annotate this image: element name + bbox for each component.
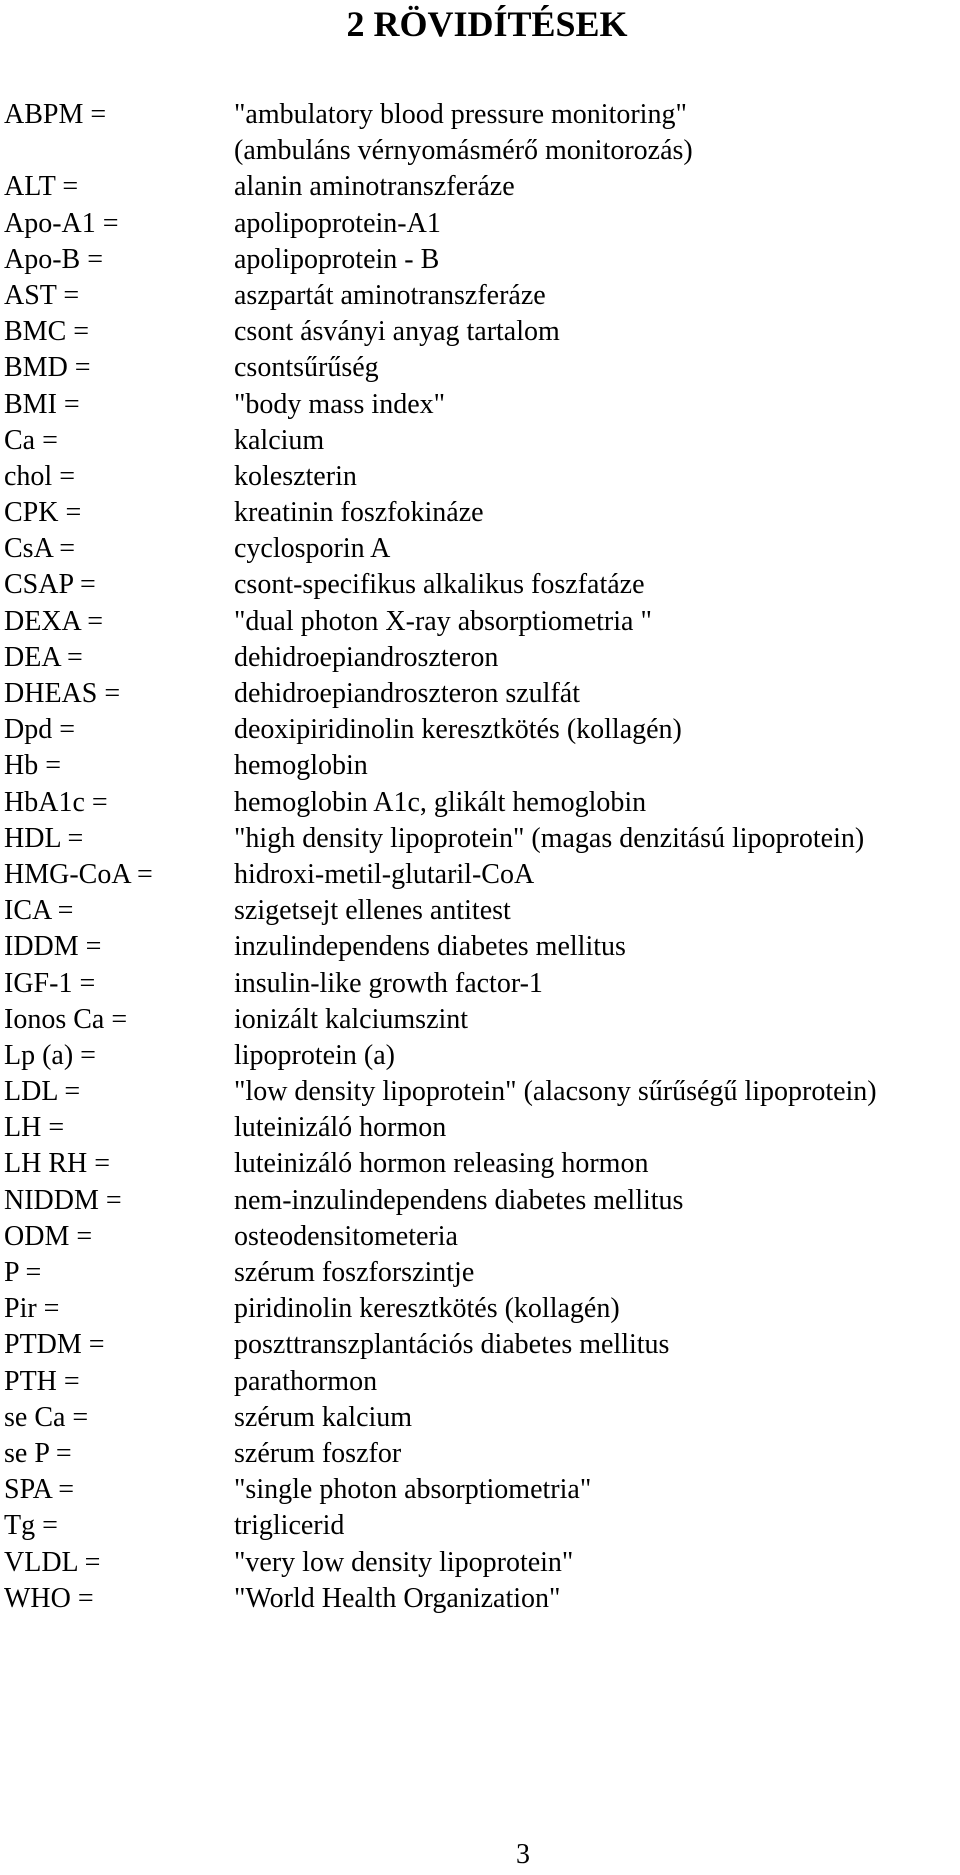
abbreviation-definition: "body mass index" [234, 388, 446, 420]
abbreviation-row [4, 1074, 960, 1110]
abbreviation-definition: "high density lipoprotein" (magas denzitású lipoprotein) [234, 822, 865, 854]
abbreviation-row [4, 1110, 960, 1146]
abbreviation-term: ODM = [4, 1220, 93, 1252]
abbreviation-term: VLDL = [4, 1546, 101, 1578]
abbreviation-term: ABPM = [4, 99, 107, 130]
abbreviation-row [4, 350, 960, 386]
abbreviation-row [4, 893, 960, 929]
abbreviation-term: WHO = [4, 1582, 94, 1614]
abbreviation-row [4, 676, 960, 712]
abbreviation-row [4, 1364, 960, 1400]
abbreviation-row [4, 97, 960, 133]
abbreviation-term: ALT = [4, 171, 79, 203]
abbreviation-row [4, 604, 960, 640]
abbreviation-row [4, 1581, 960, 1617]
abbreviation-term: BMC = [4, 316, 90, 348]
abbreviation-definition: apolipoprotein-A1 [234, 207, 441, 239]
abbreviation-term: Pir = [4, 1293, 60, 1325]
abbreviation-term: Hb = [4, 750, 62, 782]
abbreviation-term: LH = [4, 1112, 65, 1144]
abbreviation-term: DEXA = [4, 605, 104, 637]
abbreviation-definition: szérum foszfor [234, 1437, 402, 1469]
abbreviation-row [4, 1508, 960, 1544]
abbreviation-row [4, 1545, 960, 1581]
abbreviation-definition: cyclosporin A [234, 533, 391, 565]
abbreviation-definition: hemoglobin [234, 750, 368, 782]
abbreviation-definition: aszpartát aminotranszferáze [234, 279, 546, 311]
abbreviation-definition: "dual photon X-ray absorptiometria " [234, 605, 652, 637]
abbreviation-row [4, 459, 960, 495]
abbreviation-definition: triglicerid [234, 1510, 345, 1542]
abbreviation-row [4, 206, 960, 242]
abbreviation-definition: parathormon [234, 1365, 378, 1397]
abbreviation-definition: csont-specifikus alkalikus foszfatáze [234, 569, 645, 601]
abbreviation-term: IDDM = [4, 931, 102, 963]
abbreviation-row [4, 314, 960, 350]
abbreviation-term: BMI = [4, 388, 80, 420]
abbreviation-row [4, 1183, 960, 1219]
abbreviation-term: CPK = [4, 497, 82, 529]
abbreviation-definition: deoxipiridinolin keresztkötés (kollagén) [234, 714, 682, 746]
abbreviation-definition: "single photon absorptiometria" [234, 1474, 592, 1506]
abbreviation-definition: lipoprotein (a) [234, 1039, 395, 1071]
abbreviation-row [4, 785, 960, 821]
abbreviation-term: IGF-1 = [4, 967, 96, 999]
page-title: 2 RÖVIDÍTÉSEK [346, 4, 628, 44]
abbreviation-row [4, 857, 960, 893]
abbreviation-row [4, 387, 960, 423]
abbreviation-definition: szigetsejt ellenes antitest [234, 895, 511, 927]
abbreviation-term: BMD = [4, 352, 91, 384]
abbreviation-term: Lp (a) = [4, 1039, 96, 1071]
abbreviation-term: chol = [4, 460, 75, 492]
abbreviation-row [4, 1327, 960, 1363]
abbreviation-row [4, 1255, 960, 1291]
abbreviation-definition: hidroxi-metil-glutaril-CoA [234, 858, 535, 890]
abbreviation-term: DHEAS = [4, 678, 121, 709]
abbreviation-row [4, 1291, 960, 1327]
abbreviation-row [4, 1219, 960, 1255]
abbreviation-definition: szérum kalcium [234, 1401, 413, 1433]
abbreviation-definition: kalcium [234, 424, 325, 456]
abbreviation-definition: csontsűrűség [234, 352, 379, 384]
abbreviation-term: AST = [4, 279, 80, 311]
abbreviation-term: HMG-CoA = [4, 858, 153, 890]
abbreviation-definition: hemoglobin A1c, glikált hemoglobin [234, 786, 647, 818]
abbreviation-term: NIDDM = [4, 1184, 122, 1216]
abbreviation-row [4, 712, 960, 748]
abbreviation-term: LDL = [4, 1076, 81, 1108]
abbreviation-definition: luteinizáló hormon releasing hormon [234, 1148, 649, 1180]
abbreviation-term: se P = [4, 1437, 72, 1469]
abbreviation-term: se Ca = [4, 1401, 89, 1433]
abbreviation-definition: "World Health Organization" [234, 1582, 561, 1614]
abbreviation-definition: luteinizáló hormon [234, 1112, 447, 1144]
abbreviation-row [4, 640, 960, 676]
abbreviation-term: SPA = [4, 1474, 75, 1506]
abbreviation-list [4, 97, 960, 1617]
abbreviation-definition: "ambulatory blood pressure monitoring" [234, 99, 687, 130]
abbreviation-term: HbA1c = [4, 786, 108, 818]
abbreviation-definition: nem-inzulindependens diabetes mellitus [234, 1184, 684, 1216]
abbreviation-term: ICA = [4, 895, 74, 927]
abbreviation-row [4, 1002, 960, 1038]
abbreviation-term: Tg = [4, 1510, 58, 1542]
abbreviation-definition: poszttranszplantációs diabetes mellitus [234, 1329, 670, 1361]
abbreviation-term: Ca = [4, 424, 58, 456]
abbreviation-row [4, 1146, 960, 1182]
abbreviation-definition: osteodensitometeria [234, 1220, 458, 1252]
abbreviation-term: CsA = [4, 533, 76, 565]
abbreviation-term: DEA = [4, 641, 83, 673]
abbreviation-row [4, 748, 960, 784]
abbreviation-term: Ionos Ca = [4, 1003, 128, 1035]
abbreviation-term: CSAP = [4, 569, 96, 601]
abbreviation-term: PTH = [4, 1365, 80, 1397]
abbreviation-term: Apo-B = [4, 243, 104, 275]
abbreviation-definition: dehidroepiandroszteron szulfát [234, 678, 580, 709]
abbreviation-row [4, 1038, 960, 1074]
abbreviation-definition: "low density lipoprotein" (alacsony sűrűségű lipoprotein) [234, 1076, 877, 1108]
abbreviation-definition: insulin-like growth factor-1 [234, 967, 543, 999]
abbreviation-row [4, 929, 960, 965]
abbreviation-definition: piridinolin keresztkötés (kollagén) [234, 1293, 620, 1325]
abbreviation-definition: (ambuláns vérnyomásmérő monitorozás) [234, 135, 693, 167]
abbreviation-definition: kreatinin foszfokináze [234, 497, 484, 529]
page-number: 3 [516, 1839, 530, 1870]
abbreviation-term: Apo-A1 = [4, 207, 119, 239]
abbreviation-row [4, 966, 960, 1002]
abbreviation-row [4, 1472, 960, 1508]
abbreviation-row [4, 423, 960, 459]
abbreviation-row [4, 567, 960, 603]
abbreviation-row [4, 242, 960, 278]
abbreviation-row [4, 821, 960, 857]
abbreviation-row [4, 169, 960, 205]
abbreviation-row [4, 1400, 960, 1436]
abbreviation-definition: apolipoprotein - B [234, 243, 440, 275]
abbreviation-definition: szérum foszforszintje [234, 1257, 475, 1288]
abbreviation-definition: dehidroepiandroszteron [234, 641, 499, 673]
abbreviation-term: PTDM = [4, 1329, 105, 1361]
abbreviation-row [4, 278, 960, 314]
abbreviation-definition: csont ásványi anyag tartalom [234, 316, 560, 348]
abbreviation-definition: ionizált kalciumszint [234, 1003, 469, 1035]
abbreviation-term: LH RH = [4, 1148, 111, 1180]
abbreviation-definition: inzulindependens diabetes mellitus [234, 931, 626, 963]
abbreviation-term: HDL = [4, 822, 84, 854]
abbreviation-term: P = [4, 1257, 42, 1288]
abbreviation-row [4, 133, 960, 169]
abbreviation-definition: koleszterin [234, 460, 357, 492]
abbreviation-row [4, 531, 960, 567]
abbreviation-definition: "very low density lipoprotein" [234, 1546, 574, 1578]
abbreviation-definition: alanin aminotranszferáze [234, 171, 515, 203]
abbreviation-row [4, 495, 960, 531]
abbreviation-row [4, 1436, 960, 1472]
abbreviation-term: Dpd = [4, 714, 76, 746]
